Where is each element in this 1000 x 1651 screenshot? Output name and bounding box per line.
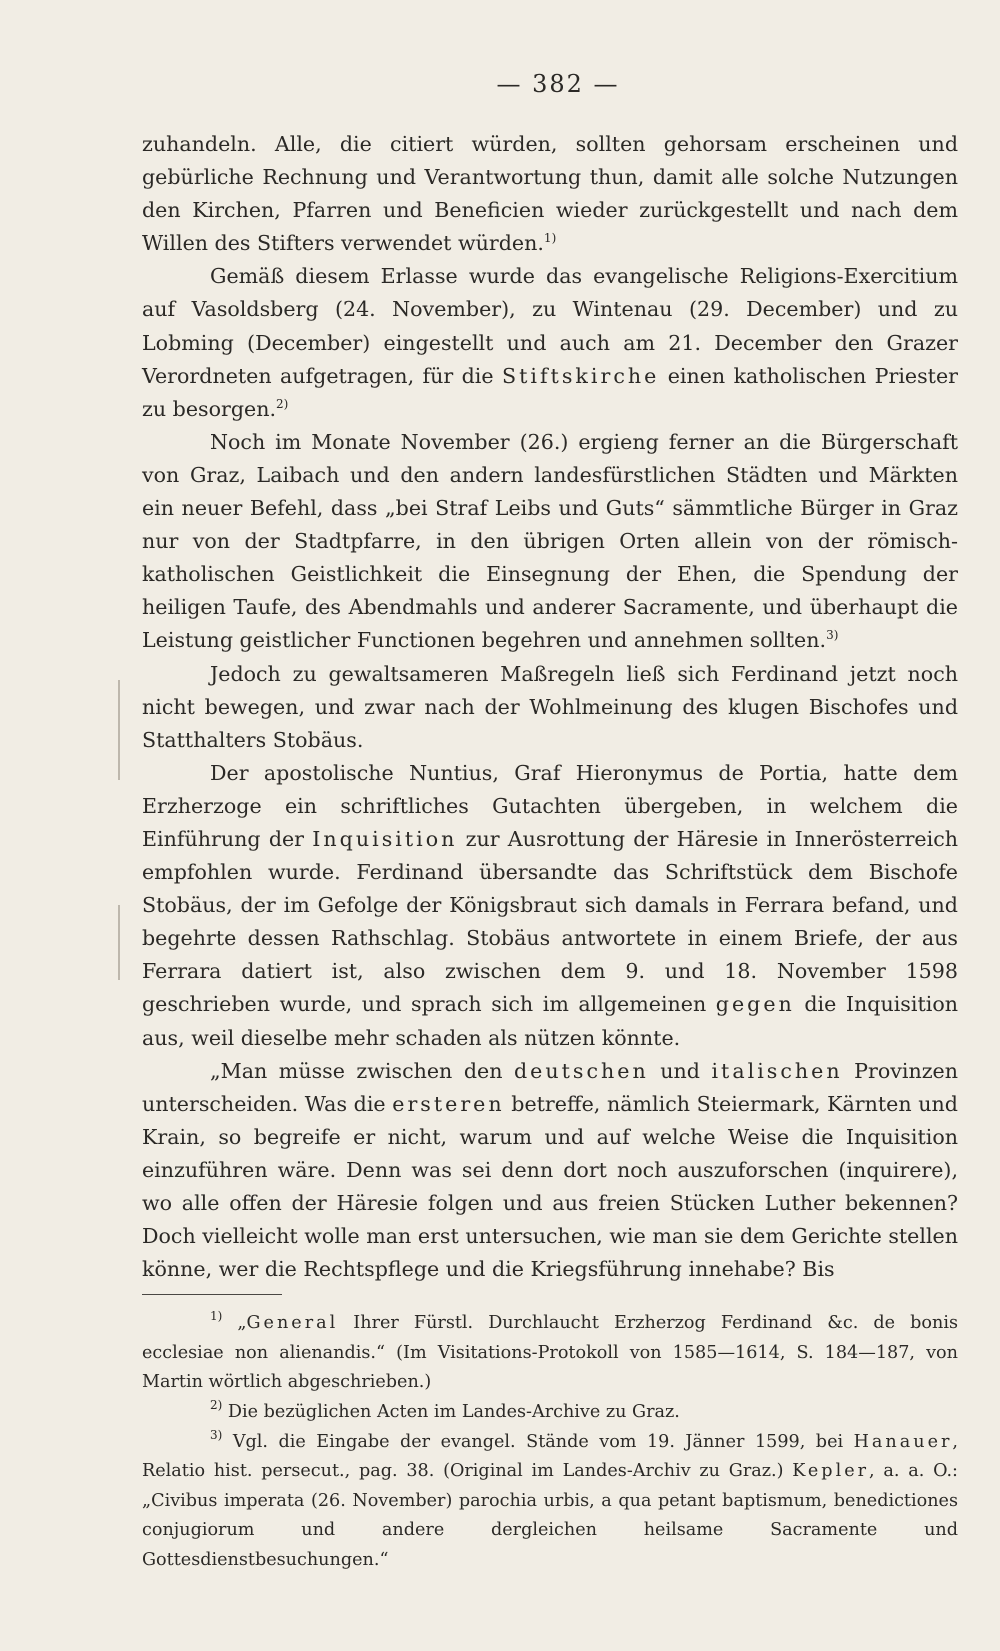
text-run: Noch im Monate November (26.) ergieng ferner an die Bürgerschaft von Graz, Laibach und den andern landesfürstlichen Städten und Märkten ein neuer Befehl, dass „bei Straf Leibs und Guts“ sämmtliche Bürger in Graz nur von der Stadtpfarre, in den übrigen Orten allein von der römisch-katholischen Geistlichkeit die Einsegnung der Ehen, die Spendung der heiligen Taufe, des Abendmahls und anderer Sacramente, und überhaupt die Leistung geistlicher Functionen begehren und annehmen sollten. (142, 429, 958, 653)
spaced-emphasis: General (246, 1313, 339, 1334)
main-text (142, 128, 958, 1286)
paragraph-2 (142, 260, 958, 425)
footnote-label-paren: ) (217, 1398, 223, 1413)
page-number: — 382 — (496, 70, 620, 98)
spaced-emphasis: italischen (711, 1058, 843, 1083)
footnote-1 (142, 1309, 958, 1398)
footnote-label-paren: ) (217, 1427, 223, 1442)
paragraph-4 (142, 658, 958, 757)
margin-pencil-mark (118, 905, 120, 980)
text-run: zur Ausrottung der Häresie in Innerösterreich empfohlen wurde. Ferdinand übersandte das Schriftstück dem Bischofe Stobäus, der im Gefolge der Königsbraut sich damals in Ferrara befand, und begehrte dessen Rathschlag. Stobäus antwortete in einem Briefe, der aus Ferrara datiert ist, also zwischen dem 9. und 18. November 1598 geschrieben wurde, und sprach sich im allgemeinen (142, 826, 958, 1017)
text-run: Vgl. die Eingabe der evangel. Stände vom 19. Jänner 1599, bei (222, 1431, 854, 1452)
text-run: betreffe, nämlich Steiermark, Kärnten und Krain, so begreife er nicht, warum und auf welche Weise die Inquisition einzuführen wäre. Denn was sei denn dort noch auszuforschen (inquirere), wo alle offen der Häresie folgen und aus freien Stücken Luther bekennen? Doch vielleicht wolle man erst untersuchen, wie man sie dem Gerichte stellen könne, wer die Rechtspflege und die Kriegsführung innehabe? Bis (142, 1091, 958, 1282)
footnote-label (210, 1428, 222, 1442)
footnote-label (210, 1309, 222, 1323)
spaced-emphasis: Inquisition (312, 826, 458, 851)
text-run: Jedoch zu gewaltsameren Maßregeln ließ sich Ferdinand jetzt noch nicht bewegen, und zwar nach der Wohlmeinung des klugen Bischofes und Statthalters Stobäus. (142, 661, 958, 752)
footnote-ref-paren: ) (283, 396, 289, 411)
footnote-ref-number: 3 (826, 628, 834, 643)
footnote-ref-number: 2 (276, 396, 284, 411)
footnote-ref-1 (544, 231, 556, 245)
text-run: zuhandeln. Alle, die citiert würden, sollten gehorsam erscheinen und gebürliche Rechnung und Verantwortung thun, damit alle solche Nutzungen den Kirchen, Pfarren und Beneficien wieder zurückgestellt und nach dem Willen des Stifters verwendet würden. (142, 132, 958, 256)
footnote-ref-2 (276, 397, 288, 411)
spaced-emphasis: deutschen (513, 1058, 649, 1083)
footnote-3 (142, 1428, 958, 1576)
text-run: , Relatio hist. persecut., pag. 38. (Original im Landes-Archiv zu Graz.) (142, 1431, 958, 1482)
text-run: die Inquisition aus, weil dieselbe mehr schaden als nützen könnte. (142, 992, 958, 1050)
text-run: Gemäß diesem Erlasse wurde das evangelische Religions-Exercitium auf Vasoldsberg (24. November), zu Wintenau (29. December) und zu Lobming (December) eingestellt und auch am 21. December den Grazer Verordneten aufgetragen, für die (142, 264, 958, 388)
spaced-emphasis: Stiftskirche (501, 363, 660, 388)
footnote-ref-3 (826, 628, 838, 642)
footnote-label-number: 3 (210, 1427, 218, 1442)
spaced-emphasis: gegen (715, 992, 795, 1017)
footnote-ref-number: 1 (543, 231, 552, 246)
text-run: Provinzen unterscheiden. Was die (142, 1058, 959, 1116)
footnote-label (210, 1398, 222, 1412)
text-run: Der apostolische Nuntius, Graf Hieronymus de Portia, hatte dem Erzherzoge ein schriftliches Gutachten übergeben, in welchem die Einführung der (142, 760, 958, 851)
paragraph-1 (142, 128, 958, 260)
spaced-emphasis: Hanauer (853, 1431, 953, 1452)
text-run: und (648, 1058, 712, 1083)
footnote-ref-paren: ) (833, 628, 839, 643)
text-run: Die bezüglichen Acten im Landes-Archive zu Graz. (222, 1402, 680, 1423)
footnotes (142, 1309, 958, 1575)
text-run: „ (222, 1313, 247, 1334)
text-run: , a. a. O.: „Civibus imperata (26. November) parochia urbis, a qua petant baptismum, benedictiones conjugiorum und andere dergleichen heilsame Sacramente und Gottesdienstbesuchungen.“ (142, 1461, 958, 1571)
paragraph-6 (142, 1055, 958, 1287)
footnote-ref-paren: ) (551, 231, 557, 246)
margin-pencil-mark (118, 680, 120, 780)
footnote-label-number: 1 (210, 1309, 218, 1324)
spaced-emphasis: ersteren (392, 1091, 505, 1116)
spaced-emphasis: Kepler (792, 1461, 870, 1482)
text-run: Ihrer Fürstl. Durchlaucht Erzherzog Ferdinand &c. de bonis ecclesiae non alienandis.“ (Im Visitations-Protokoll von 1585—1614, S. 184—187, von Martin wörtlich abgeschrieben.) (142, 1313, 958, 1393)
text-run: einen katholischen Priester zu besorgen. (142, 363, 958, 421)
text-run: „Man müsse zwischen den (210, 1058, 514, 1083)
footnote-2 (142, 1398, 958, 1428)
paragraph-5 (142, 757, 958, 1055)
footnote-divider (142, 1294, 282, 1295)
footnote-label-number: 2 (210, 1398, 218, 1413)
paragraph-3 (142, 426, 958, 658)
footnote-label-paren: ) (217, 1309, 223, 1324)
